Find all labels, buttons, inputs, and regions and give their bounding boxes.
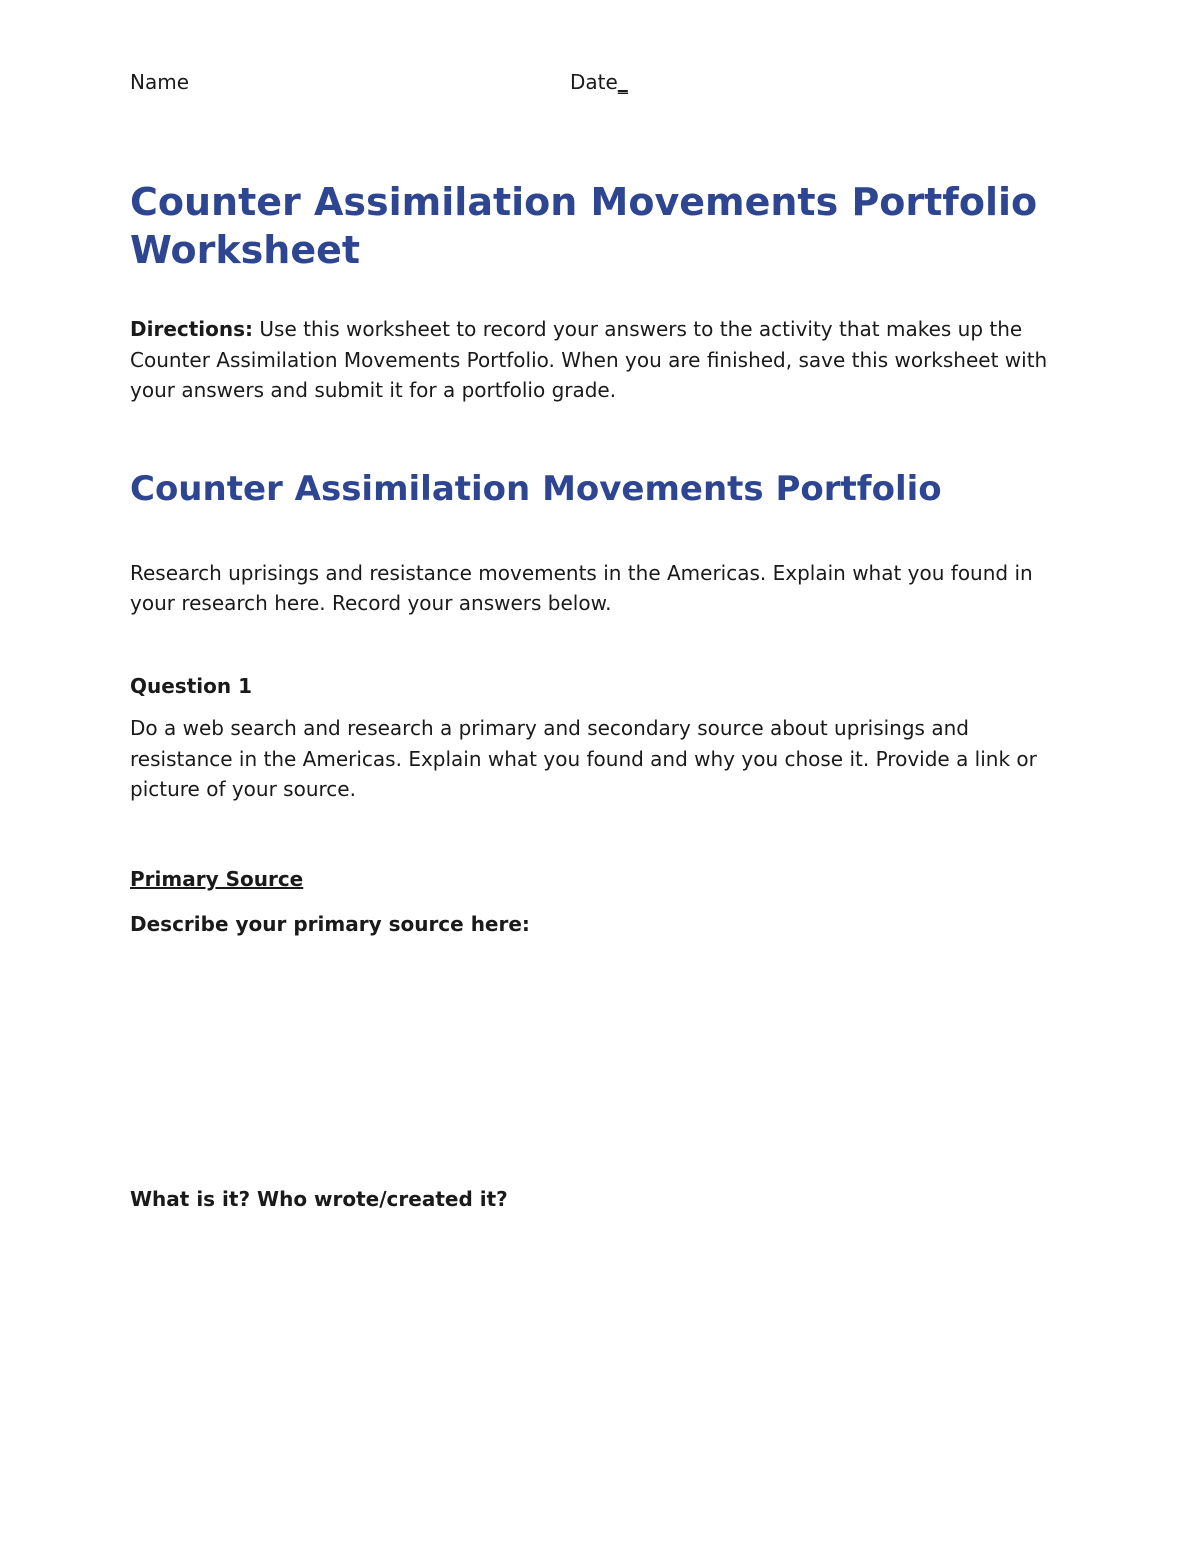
what-is-it-answer-area[interactable] [130,1220,1060,1500]
date-blank: _ [617,70,628,94]
describe-primary-source-answer-area[interactable] [130,945,1060,1170]
primary-source-heading: Primary Source [130,867,304,891]
date-label: Date [570,70,618,94]
worksheet-title: Counter Assimilation Movements Portfolio Worksheet [130,180,1038,272]
section-intro: Research uprisings and resistance movements in the Americas. Explain what you found in your research here. Record your answers below. [130,561,1033,615]
directions-text: Use this worksheet to record your answers to the activity that makes up the Counter Assimilation Movements Portfolio. When you are finished, save this worksheet with your answers and submit it for a portfolio grade. [130,317,1048,402]
name-label: Name [130,70,190,94]
what-is-it-prompt: What is it? Who wrote/created it? [130,1187,508,1211]
section-title: Counter Assimilation Movements Portfolio [130,469,942,509]
header-row [130,70,1070,100]
question-1-heading: Question 1 [130,674,252,698]
question-1-text: Do a web search and research a primary and secondary source about uprisings and resistance in the Americas. Explain what you found and why you chose it. Provide a link or picture of your source. [130,716,1037,801]
describe-primary-source-prompt: Describe your primary source here: [130,912,530,936]
directions-paragraph [130,314,1050,406]
directions-label: Directions: [130,317,254,341]
date-field [570,70,628,94]
